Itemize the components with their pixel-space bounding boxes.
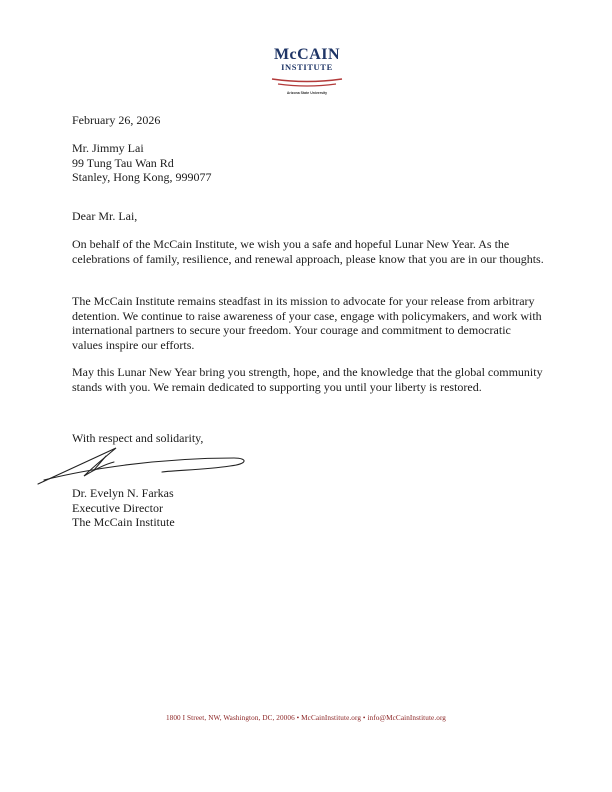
closing: With respect and solidarity, — [72, 431, 204, 445]
signer-title: Executive Director — [72, 500, 163, 515]
signer-org: The McCain Institute — [72, 515, 175, 529]
mccain-institute-logo — [262, 46, 352, 98]
logo-name: McCAIN — [273, 46, 341, 63]
logo-swoosh-icon — [270, 75, 344, 89]
recipient-city: Stanley, Hong Kong, 999077 — [72, 170, 212, 184]
signature-block — [72, 486, 175, 530]
recipient-name: Mr. Jimmy Lai — [72, 141, 144, 155]
logo-subtitle: INSTITUTE — [281, 62, 333, 72]
salutation: Dear Mr. Lai, — [72, 209, 138, 223]
letterhead-footer: 1800 I Street, NW, Washington, DC, 20006 • McCainInstitute.org • info@McCainInstitute.org — [165, 714, 447, 722]
signer-name: Dr. Evelyn N. Farkas — [72, 486, 174, 500]
body-paragraph-3: May this Lunar New Year bring you strength, hope, and the knowledge that the global community stands with you. We remain dedicated to supporting you until your liberty is restored. — [72, 365, 543, 394]
letter-date: February 26, 2026 — [72, 113, 161, 127]
body-paragraph-2: The McCain Institute remains steadfast in its mission to advocate for your release from arbitrary detention. We continue to raise awareness of your case, engage with policymakers, and work with international partners to secure your freedom. Your courage and commitment to democratic values inspire our efforts. — [72, 294, 542, 352]
handwritten-signature — [34, 440, 250, 488]
body-paragraph-1: On behalf of the McCain Institute, we wish you a safe and hopeful Lunar New Year. As the celebrations of family, resilience, and renewal approach, please know that you are in our thoughts. — [72, 237, 544, 266]
recipient-street: 99 Tung Tau Wan Rd — [72, 155, 174, 170]
recipient-address — [72, 141, 212, 185]
logo-affiliation: Arizona State University — [286, 91, 328, 95]
